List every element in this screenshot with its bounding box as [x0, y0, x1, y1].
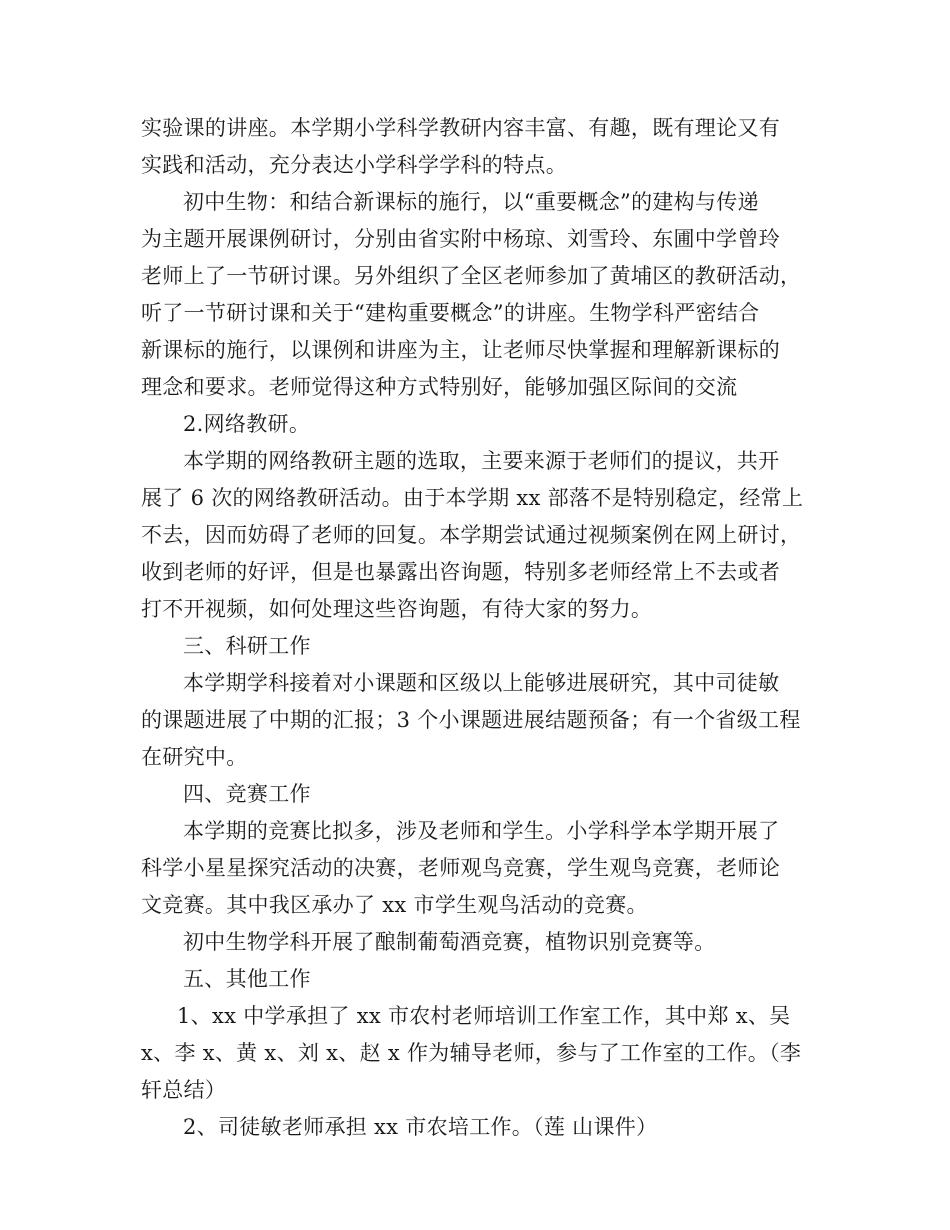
paragraph-line: x、李 x、黄 x、刘 x、赵 x 作为辅导老师，参与了工作室的工作。（李: [141, 1041, 802, 1065]
paragraph-line: 本学期的竞赛比拟多，涉及老师和学生。小学科学本学期开展了: [183, 819, 780, 843]
paragraph-line: 的课题进展了中期的汇报；3 个小课题进展结题预备；有一个省级工程: [141, 708, 801, 732]
section-heading: 2.网络教研。: [183, 412, 311, 436]
paragraph-line: 2、司徒敏老师承担 xx 市农培工作。（莲 山课件）: [183, 1115, 658, 1139]
paragraph-line: 初中生物学科开展了酿制葡萄酒竞赛，植物识别竞赛等。: [183, 930, 716, 954]
paragraph-line: 理念和要求。老师觉得这种方式特别好，能够加强区际间的交流: [141, 375, 738, 399]
document-body: [141, 110, 821, 1146]
paragraph-line: 实验课的讲座。本学期小学科学教研内容丰富、有趣，既有理论又有: [141, 116, 780, 140]
paragraph-line: 文竞赛。其中我区承办了 xx 市学生观鸟活动的竞赛。: [141, 893, 648, 917]
paragraph-line: 收到老师的好评，但是也暴露出咨询题，特别多老师经常上不去或者: [141, 560, 780, 584]
paragraph-line: 打不开视频，如何处理这些咨询题，有待大家的努力。: [141, 597, 653, 621]
paragraph-line: 科学小星星探究活动的决赛，老师观鸟竞赛，学生观鸟竞赛，老师论: [141, 856, 780, 880]
paragraph-line: 本学期学科接着对小课题和区级以上能够进展研究，其中司徒敏: [183, 671, 780, 695]
paragraph-line: 本学期的网络教研主题的选取，主要来源于老师们的提议，共开: [183, 449, 780, 473]
paragraph-line: 听了一节研讨课和关于“建构重要概念”的讲座。生物学科严密结合: [141, 301, 760, 325]
paragraph-line: 不去，因而妨碍了老师的回复。本学期尝试通过视频案例在网上研讨，: [141, 523, 802, 547]
section-heading: 三、科研工作: [183, 634, 311, 658]
paragraph-line: 新课标的施行，以课例和讲座为主，让老师尽快掌握和理解新课标的: [141, 338, 780, 362]
section-heading: 四、竞赛工作: [183, 782, 311, 806]
paragraph-line: 在研究中。: [141, 745, 248, 769]
section-heading: 五、其他工作: [183, 967, 311, 991]
paragraph-line: 1、xx 中学承担了 xx 市农村老师培训工作室工作，其中郑 x、吴: [177, 1004, 791, 1028]
paragraph-line: 初中生物：和结合新课标的施行，以“重要概念”的建构与传递: [183, 190, 759, 214]
paragraph-line: 轩总结）: [141, 1078, 227, 1102]
paragraph-line: 老师上了一节研讨课。另外组织了全区老师参加了黄埔区的教研活动，: [141, 264, 802, 288]
paragraph-line: 展了 6 次的网络教研活动。由于本学期 xx 部落不是特别稳定，经常上: [141, 486, 804, 510]
paragraph-line: 实践和活动，充分表达小学科学学科的特点。: [141, 153, 567, 177]
paragraph-line: 为主题开展课例研讨，分别由省实附中杨琼、刘雪玲、东圃中学曾玲: [141, 227, 780, 251]
